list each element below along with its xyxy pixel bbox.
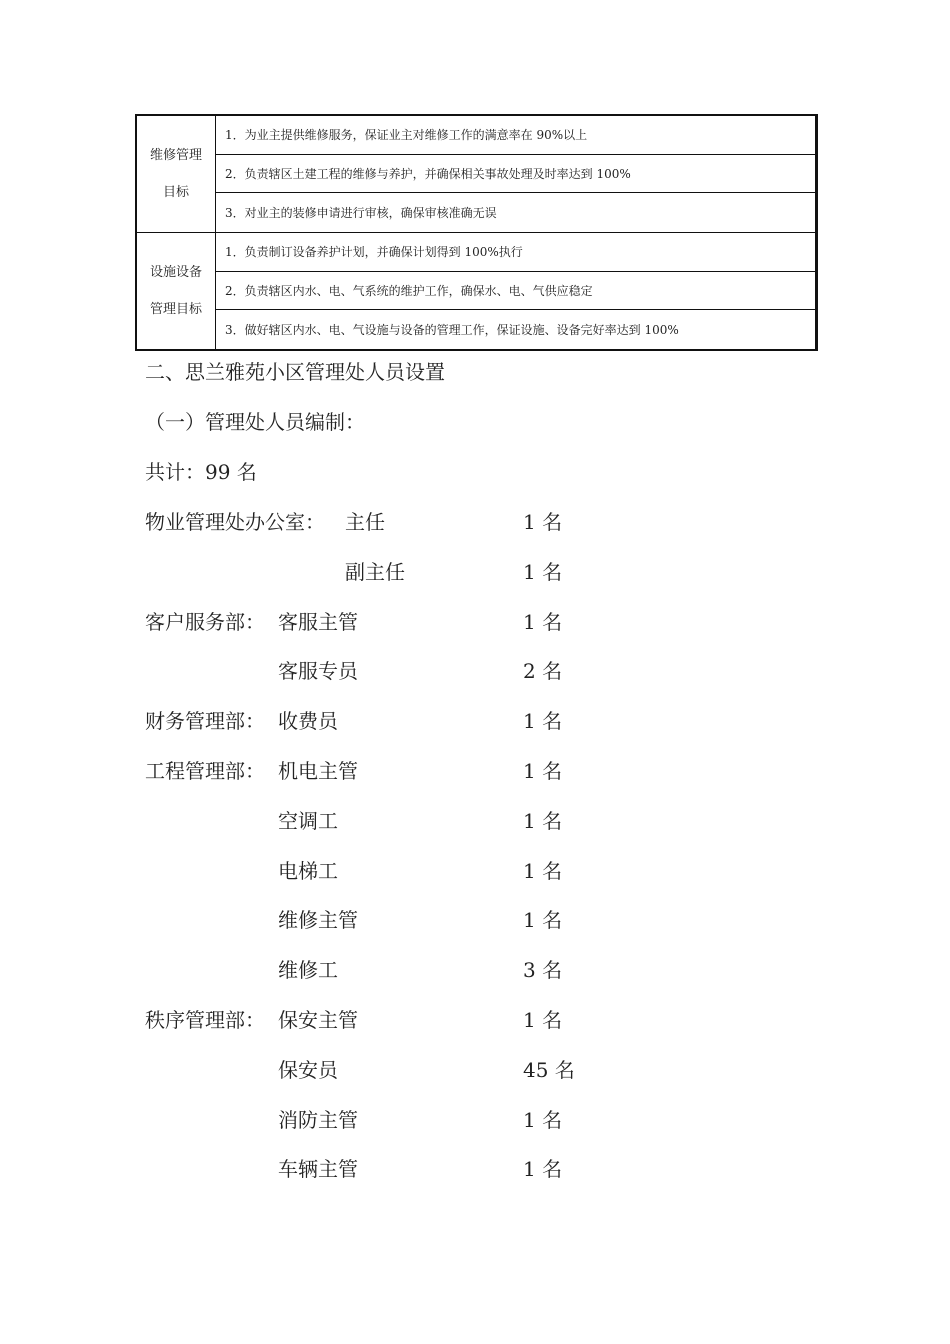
goal-item: 2．负责辖区土建工程的维修与养护，并确保相关事故处理及时率达到 100% bbox=[216, 155, 815, 194]
staff-role: 空调工 bbox=[278, 808, 338, 833]
staff-role: 保安员 bbox=[278, 1057, 338, 1082]
goal-item: 1．负责制订设备养护计划，并确保计划得到 100%执行 bbox=[216, 233, 815, 272]
staff-role: 维修主管 bbox=[278, 908, 358, 933]
staff-row bbox=[0, 755, 950, 785]
goal-group-label-line: 维修管理 bbox=[149, 148, 202, 163]
staff-dept: 物业管理处办公室： bbox=[145, 510, 325, 534]
staff-role: 客服主管 bbox=[278, 609, 358, 634]
goal-group-maintenance bbox=[137, 116, 815, 233]
goal-group-label-line: 目标 bbox=[162, 185, 189, 200]
staff-count: 1 名 bbox=[523, 1107, 563, 1132]
staff-dept: 客户服务部： bbox=[145, 609, 265, 634]
staff-dept: 秩序管理部： bbox=[145, 1008, 265, 1032]
staff-role: 电梯工 bbox=[278, 858, 338, 883]
subsection-title: （一）管理处人员编制： bbox=[145, 410, 365, 434]
staff-row bbox=[0, 904, 950, 934]
staff-row bbox=[0, 954, 950, 984]
staff-row bbox=[0, 805, 950, 835]
staff-dept: 工程管理部： bbox=[145, 759, 265, 783]
staff-row bbox=[0, 506, 950, 536]
staff-count: 1 名 bbox=[523, 908, 563, 933]
staff-count: 1 名 bbox=[523, 609, 563, 634]
staff-count: 1 名 bbox=[523, 858, 563, 883]
section-title: 二、思兰雅苑小区管理处人员设置 bbox=[145, 360, 445, 384]
staff-count: 45 名 bbox=[523, 1057, 575, 1082]
staff-row bbox=[0, 606, 950, 636]
staff-role: 保安主管 bbox=[278, 1008, 358, 1032]
goal-group-label bbox=[137, 116, 216, 232]
staff-count: 1 名 bbox=[523, 709, 563, 734]
staff-role: 车辆主管 bbox=[278, 1157, 358, 1182]
goal-item: 3．对业主的装修申请进行审核，确保审核准确无误 bbox=[225, 206, 497, 221]
staff-role: 副主任 bbox=[345, 559, 405, 584]
goals-table bbox=[135, 114, 818, 351]
staff-count: 1 名 bbox=[523, 510, 563, 534]
staff-total: 共计：99 名 bbox=[145, 460, 257, 484]
staff-count: 3 名 bbox=[523, 958, 563, 983]
staff-count: 1 名 bbox=[523, 559, 563, 584]
staff-role: 机电主管 bbox=[278, 759, 358, 783]
staff-row bbox=[0, 1153, 950, 1183]
goal-group-label-line: 设施设备 bbox=[149, 265, 202, 280]
staff-role: 维修工 bbox=[278, 958, 338, 983]
staff-row bbox=[0, 1104, 950, 1134]
staff-row bbox=[0, 1004, 950, 1034]
staff-row bbox=[0, 705, 950, 735]
staff-row bbox=[0, 855, 950, 885]
staff-count: 2 名 bbox=[523, 659, 563, 684]
staff-role: 主任 bbox=[345, 510, 385, 534]
staff-row bbox=[0, 556, 950, 586]
staff-dept: 财务管理部： bbox=[145, 709, 265, 734]
staff-role: 收费员 bbox=[278, 709, 338, 734]
staff-row bbox=[0, 1054, 950, 1084]
goal-group-facilities bbox=[137, 233, 815, 349]
staff-role: 客服专员 bbox=[278, 659, 358, 684]
goal-item: 3．做好辖区内水、电、气设施与设备的管理工作，保证设施、设备完好率达到 100% bbox=[225, 323, 679, 338]
goal-group-label bbox=[137, 233, 216, 349]
staff-count: 1 名 bbox=[523, 1157, 563, 1182]
goal-item: 1．为业主提供维修服务，保证业主对维修工作的满意率在 90%以上 bbox=[216, 116, 815, 155]
staff-count: 1 名 bbox=[523, 759, 563, 783]
staff-count: 1 名 bbox=[523, 1008, 563, 1032]
staff-row bbox=[0, 655, 950, 685]
goal-item: 2．负责辖区内水、电、气系统的维护工作，确保水、电、气供应稳定 bbox=[216, 272, 815, 311]
staff-count: 1 名 bbox=[523, 808, 563, 833]
staff-role: 消防主管 bbox=[278, 1107, 358, 1132]
goal-group-label-line: 管理目标 bbox=[149, 302, 202, 317]
